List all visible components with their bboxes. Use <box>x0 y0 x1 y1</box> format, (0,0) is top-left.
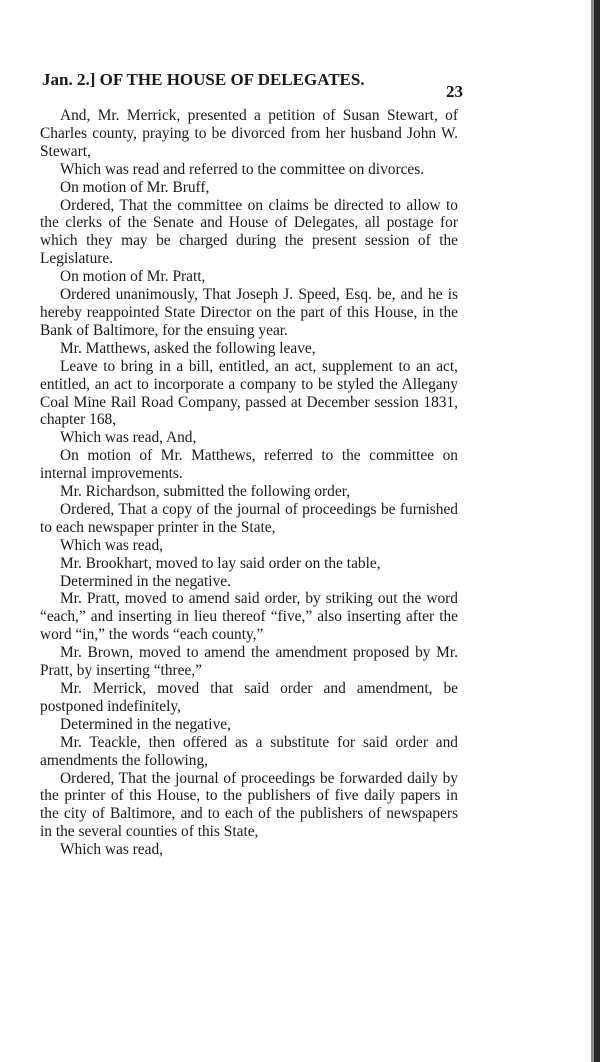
paragraph-motion-matthews: On motion of Mr. Matthews, referred to the committee on internal improvements. <box>40 447 458 483</box>
paragraph-order-journal-copy: Ordered, That a copy of the journal of proceedings be furnished to each newspaper printer in the State, <box>40 500 458 536</box>
paragraph-merrick-petition: And, Mr. Merrick, presented a petition of Susan Stewart, of Charles county, praying to be divorced from her husband John W. Stewart, <box>40 107 458 160</box>
paragraph-order-speed: Ordered unanimously, That Joseph J. Speed, Esq. be, and he is hereby reappointed State Director on the part of this House, in the Bank of Baltimore, for the ensuing year. <box>40 286 458 339</box>
paragraph-merrick-postpone: Mr. Merrick, moved that said order and amendment, be postponed indefinitely, <box>40 680 458 715</box>
journal-text <box>40 107 458 859</box>
header-date: Jan. 2.] <box>42 70 96 89</box>
paragraph-which-read-1: Which was read, <box>60 536 163 554</box>
paragraph-brown-amend: Mr. Brown, moved to amend the amendment proposed by Mr. Pratt, by inserting “three,” <box>40 644 458 680</box>
header-left <box>42 70 365 90</box>
paragraph-determined-negative-2: Determined in the negative, <box>60 715 231 733</box>
page-number: 23 <box>446 82 463 101</box>
scan-edge <box>594 0 600 1062</box>
running-header <box>42 70 472 101</box>
paragraph-pratt-amend: Mr. Pratt, moved to amend said order, by striking out the word “each,” and inserting in lieu thereof “five,” also inserting after the word “in,” the words “each county,” <box>40 590 458 644</box>
paragraph-determined-negative-1: Determined in the negative. <box>60 572 231 590</box>
header-title: OF THE HOUSE OF DELEGATES. <box>99 70 365 89</box>
paragraph-read-referred: Which was read and referred to the committee on divorces. <box>60 160 425 178</box>
paragraph-order-postage: Ordered, That the committee on claims be directed to allow to the clerks of the Senate and House of Delegates, all postage for which they may be charged during the present session of the Legislature. <box>40 196 458 268</box>
paragraph-brookhart-motion: Mr. Brookhart, moved to lay said order on the table, <box>60 554 381 572</box>
paragraph-motion-pratt: On motion of Mr. Pratt, <box>60 268 206 286</box>
paragraph-teackle-substitute: Mr. Teackle, then offered as a substitute for said order and amendments the following, <box>40 733 458 769</box>
paragraph-which-read-2: Which was read, <box>60 841 163 859</box>
paragraph-motion-bruff: On motion of Mr. Bruff, <box>60 178 210 196</box>
paragraph-richardson-order: Mr. Richardson, submitted the following order, <box>60 483 351 501</box>
paragraph-leave-bill: Leave to bring in a bill, entitled, an act, supplement to an act, entitled, an act to incorporate a company to be styled the Allegany Coal Mine Rail Road Company, passed at December session 1831, chapter 168, <box>40 357 458 429</box>
paragraph-which-read-and: Which was read, And, <box>60 429 197 447</box>
paragraph-order-journal-forward: Ordered, That the journal of proceedings be forwarded daily by the printer of this House, to the publishers of five daily papers in the city of Baltimore, and to each of the publishers of newspapers in the several counties of this State, <box>40 769 458 841</box>
paragraph-matthews-leave: Mr. Matthews, asked the following leave, <box>60 339 316 357</box>
